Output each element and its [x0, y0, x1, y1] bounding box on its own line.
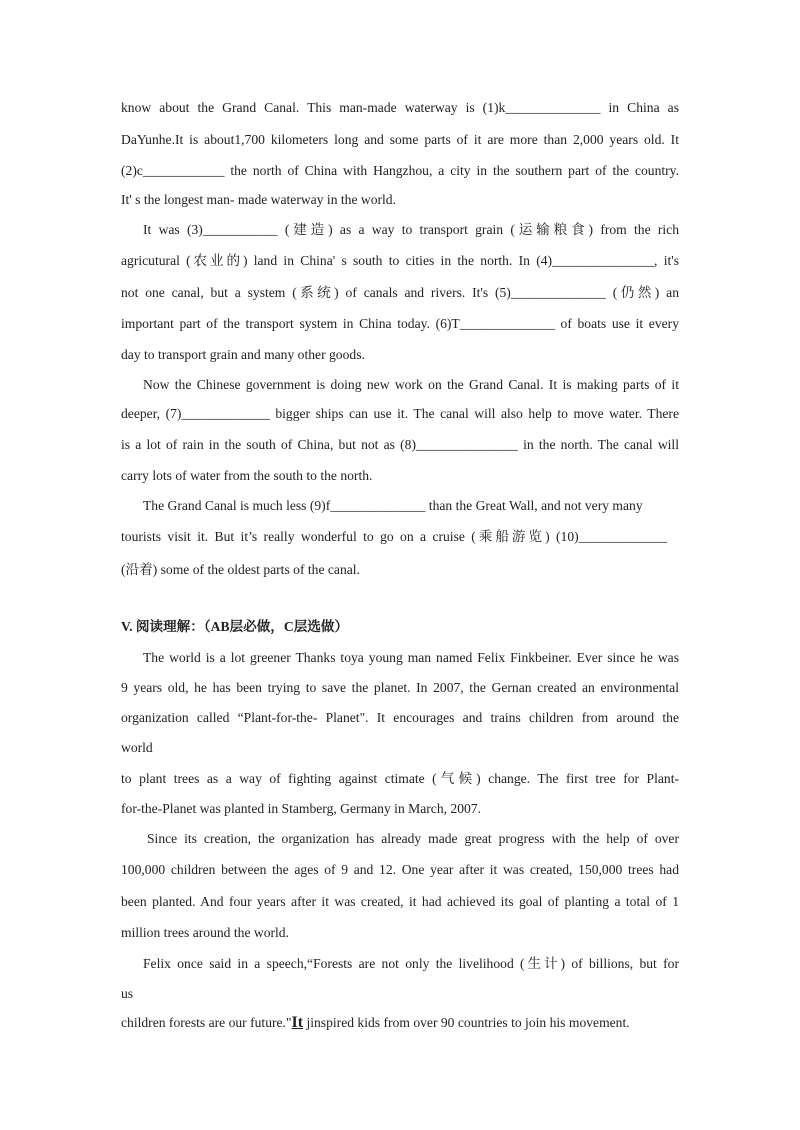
passage-line: world: [121, 740, 153, 755]
passage-line: The world is a lot greener Thanks toya young man named Felix Finkbeiner. Ever since he was: [143, 650, 679, 665]
passage-line: DaYunhe.It is about1,700 kilometers long and some parts of it are more than 2,000 years old. It: [121, 132, 679, 147]
passage-line: tourists visit it. But it’s really wonderful to go on a cruise (乘船游览) (10)_____________: [121, 529, 667, 544]
passage-line: organization called “Plant-for-the- Planet". It encourages and trains children from around the: [121, 710, 679, 725]
passage-line: not one canal, but a system (系统) of canals and rivers. It's (5)______________ (仍然) an: [121, 285, 679, 300]
passage-line: 9 years old, he has been trying to save the planet. In 2007, the Gernan created an environmental: [121, 680, 679, 695]
passage-line: million trees around the world.: [121, 925, 289, 940]
passage-line: know about the Grand Canal. This man-made waterway is (1)k______________ in China as: [121, 100, 679, 115]
section-heading: V. 阅读理解：（AB层必做，C层选做）: [121, 619, 349, 634]
passage-line: (沿着) some of the oldest parts of the canal.: [121, 562, 360, 577]
passage-line: It' s the longest man- made waterway in the world.: [121, 192, 397, 207]
passage-line: 100,000 children between the ages of 9 and 12. One year after it was created, 150,000 trees had: [121, 862, 679, 877]
passage-text: children forests are our future.": [121, 1015, 292, 1030]
passage-line: been planted. And four years after it was created, it had achieved its goal of planting a total of 1: [121, 894, 679, 909]
emphasized-word: It: [291, 1014, 304, 1031]
passage-line: agricutural (农业的) land in China' s south to cities in the north. In (4)_______________, it's: [121, 253, 679, 268]
passage-line: The Grand Canal is much less (9)f______________ than the Great Wall, and not very many: [143, 498, 643, 513]
passage-text: jinspired kids from over 90 countries to join his movement.: [303, 1015, 630, 1030]
passage-line: deeper, (7)_____________ bigger ships can use it. The canal will also help to move water. There: [121, 406, 679, 421]
passage-line: day to transport grain and many other goods.: [121, 347, 365, 362]
passage-line: is a lot of rain in the south of China, but not as (8)_______________ in the north. The canal will: [121, 437, 679, 452]
passage-line: important part of the transport system in China today. (6)T______________ of boats use it every: [121, 316, 679, 331]
passage-line: It was (3)___________ (建造) as a way to transport grain (运输粮食) from the rich: [143, 222, 679, 237]
passage-line: Felix once said in a speech,“Forests are not only the livelihood (生计) of billions, but for: [143, 956, 679, 971]
passage-line: for-the-Planet was planted in Stamberg, Germany in March, 2007.: [121, 801, 481, 816]
passage-line: [121, 1014, 630, 1032]
passage-line: (2)c____________ the north of China with Hangzhou, a city in the southern part of the country.: [121, 163, 679, 178]
passage-line: Since its creation, the organization has already made great progress with the help of over: [147, 831, 679, 846]
passage-line: us: [121, 986, 134, 1001]
passage-line: carry lots of water from the south to the north.: [121, 468, 373, 483]
passage-line: Now the Chinese government is doing new work on the Grand Canal. It is making parts of it: [143, 377, 679, 392]
passage-line: to plant trees as a way of fighting against ctimate (气候) change. The first tree for Plant-: [121, 771, 679, 786]
